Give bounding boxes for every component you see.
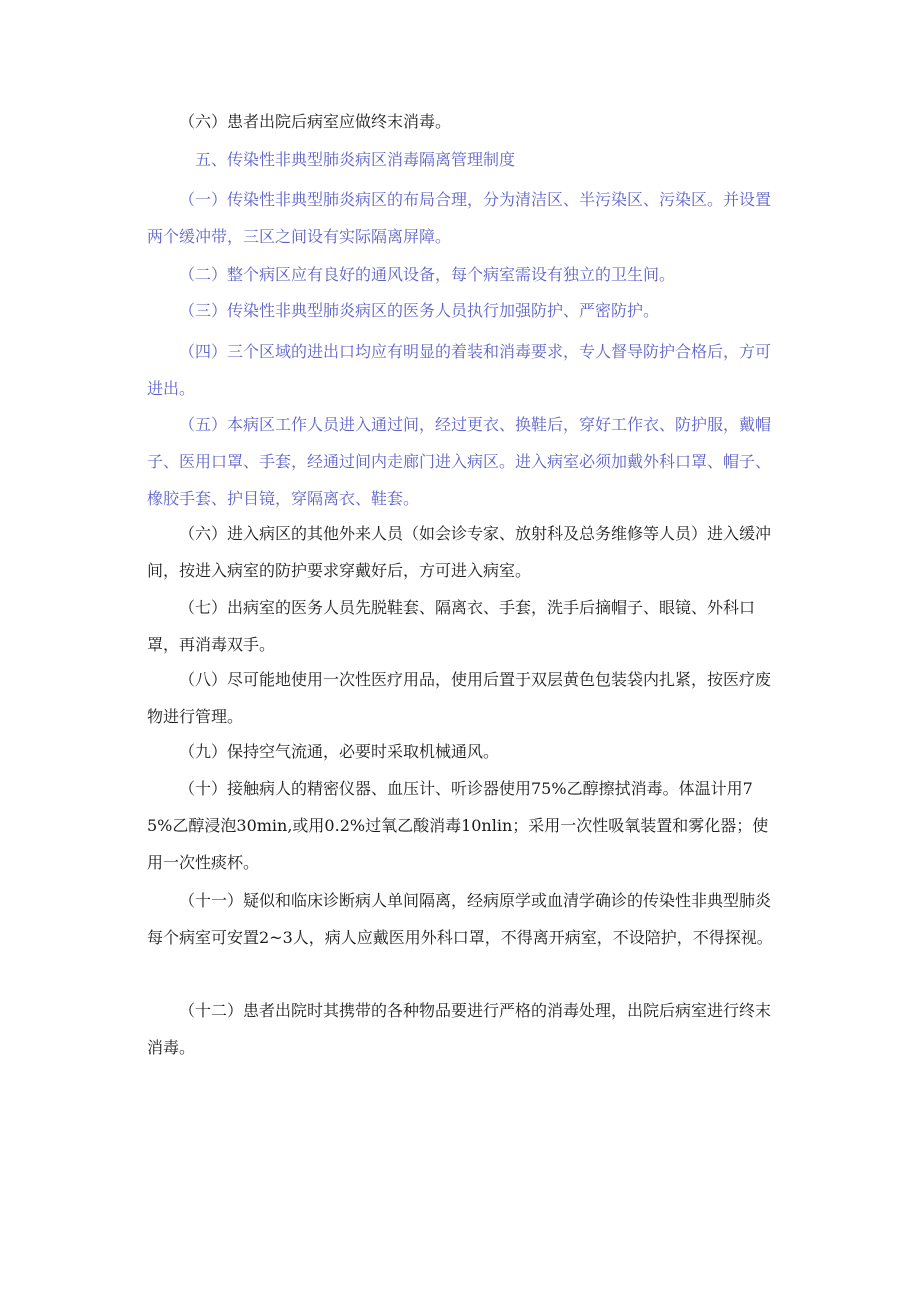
section-5-item-6: （六）进入病区的其他外来人员（如会诊专家、放射科及总务维修等人员）进入缓冲间，按进入病室的防护要求穿戴好后，方可进入病室。 (147, 524, 772, 580)
section-5-item-5: （五）本病区工作人员进入通过间，经过更衣、换鞋后，穿好工作衣、防护服，戴帽子、医用口罩、手套，经通过间内走廊门进入病区。进入病室必须加戴外科口罩、帽子、橡胶手套、护目镜，穿隔离衣、鞋套。 (147, 415, 772, 508)
section-5-item-8: （八）尽可能地使用一次性医疗用品，使用后置于双层黄色包装袋内扎紧，按医疗废物进行管理。 (147, 670, 772, 726)
section-5-item-12: （十二）患者出院时其携带的各种物品要进行严格的消毒处理，出院后病室进行终末消毒。 (147, 1001, 772, 1057)
section-5-heading: 五、传染性非典型肺炎病区消毒隔离管理制度 (195, 150, 516, 169)
section-5-item-4: （四）三个区域的进出口均应有明显的着装和消毒要求，专人督导防护合格后，方可进出。 (147, 342, 772, 398)
section-5-item-10: （十）接触病人的精密仪器、血压计、听诊器使用75%乙醇擦拭消毒。体温计用75%乙醇浸泡30min,或用0.2%过氧乙酸消毒10nlin；采用一次性吸氧装置和雾化器；使用一次性痰杯。 (147, 779, 769, 872)
section-5-item-3: （三）传染性非典型肺炎病区的医务人员执行加强防护、严密防护。 (179, 301, 660, 320)
section-5-item-1: （一）传染性非典型肺炎病区的布局合理，分为清洁区、半污染区、污染区。并设置两个缓冲带，三区之间设有实际隔离屏障。 (147, 190, 772, 246)
section-5-item-2: （二）整个病区应有良好的通风设备，每个病室需设有独立的卫生间。 (179, 265, 676, 284)
section-5-item-11: （十一）疑似和临床诊断病人单间隔离，经病原学或血清学确诊的传染性非典型肺炎每个病室可安置2~3人，病人应戴医用外科口罩，不得离开病室，不设陪护，不得探视。 (147, 891, 773, 947)
section-5-item-9: （九）保持空气流通，必要时采取机械通风。 (179, 742, 500, 761)
section-5-item-7: （七）出病室的医务人员先脱鞋套、隔离衣、手套，洗手后摘帽子、眼镜、外科口罩，再消毒双手。 (147, 598, 756, 654)
paragraph-top-item-6: （六）患者出院后病室应做终末消毒。 (179, 112, 452, 131)
